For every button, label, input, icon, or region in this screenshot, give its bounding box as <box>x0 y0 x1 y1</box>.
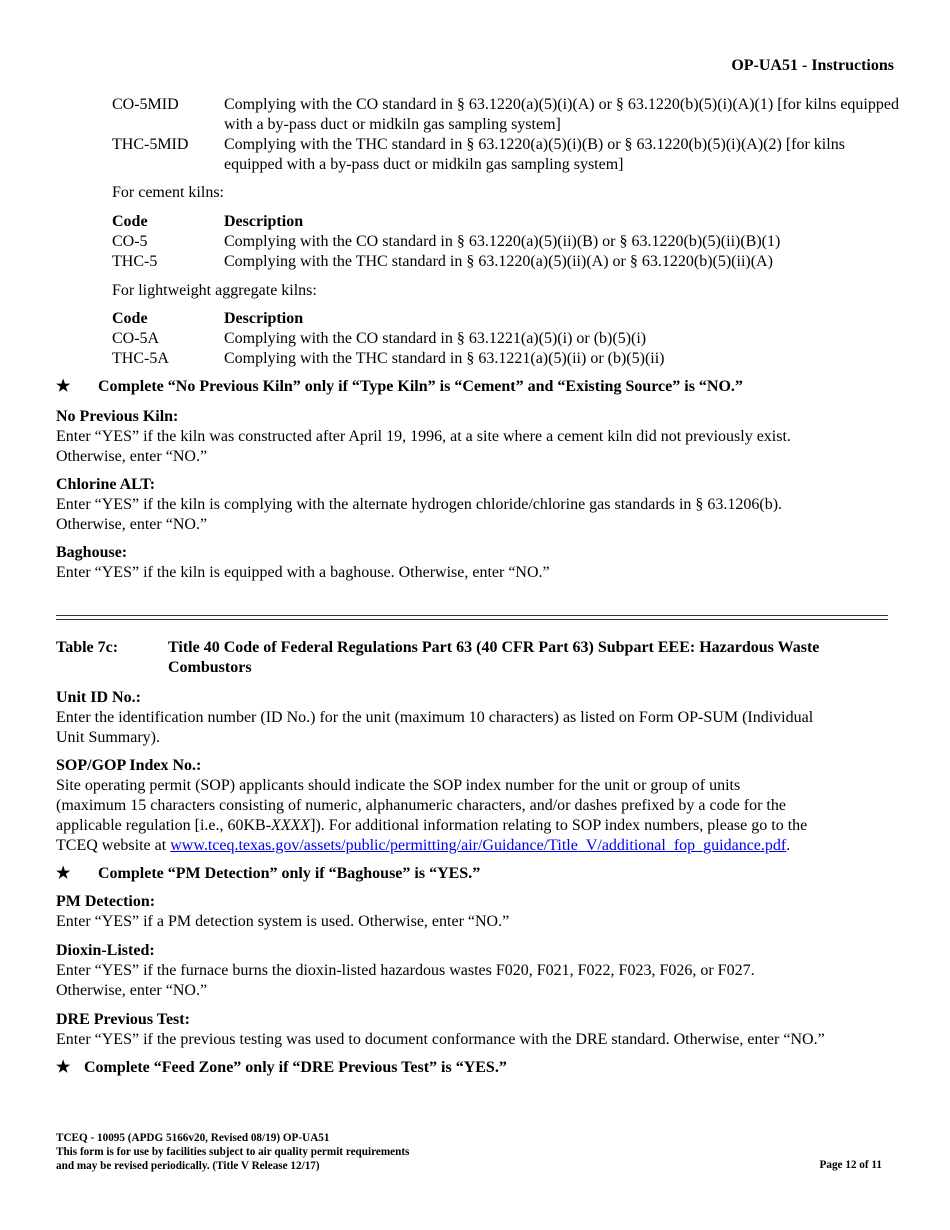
star-icon: ★ <box>56 865 71 882</box>
section-title: DRE Previous Test: <box>56 1011 190 1028</box>
section-title: SOP/GOP Index No.: <box>56 757 202 774</box>
section-body-line: Enter “YES” if the previous testing was used to document conformance with the DRE standard. Otherwise, enter “NO.” <box>56 1031 825 1048</box>
star-icon: ★ <box>56 1059 71 1076</box>
placeholder-xxxx: XXXX <box>271 817 311 834</box>
note-text: Complete “No Previous Kiln” only if “Type Kiln” is “Cement” and “Existing Source” is “NO.” <box>98 378 743 395</box>
code-column-header: Code <box>112 213 148 230</box>
star-icon: ★ <box>56 378 71 395</box>
footer-line: and may be revised periodically. (Title V Release 12/17) <box>56 1160 320 1172</box>
page-footer <box>56 1131 409 1173</box>
section-body-line: Enter “YES” if the kiln is complying with the alternate hydrogen chloride/chlorine gas standards in § 63.1206(b). <box>56 496 783 513</box>
code-description: Complying with the CO standard in § 63.1221(a)(5)(i) or (b)(5)(i) <box>224 330 647 347</box>
section-title: Unit ID No.: <box>56 689 141 706</box>
code-label: THC-5A <box>112 350 169 367</box>
code-label: CO-5A <box>112 330 160 347</box>
section-title: Chlorine ALT: <box>56 476 156 493</box>
section-body-line: Otherwise, enter “NO.” <box>56 448 208 465</box>
section-body-line: (maximum 15 characters consisting of numeric, alphanumeric characters, and/or dashes prefixed by a code for the <box>56 797 786 814</box>
note-pm-detection <box>56 864 480 884</box>
lightweight-kilns-intro: For lightweight aggregate kilns: <box>112 282 317 299</box>
description-column-header: Description <box>224 213 304 230</box>
section-baghouse <box>56 543 896 583</box>
section-body-line: Otherwise, enter “NO.” <box>56 982 208 999</box>
section-dre-previous-test <box>56 1010 896 1050</box>
text-fragment: . <box>786 837 791 854</box>
section-body-line: Enter “YES” if the furnace burns the dioxin-listed hazardous wastes F020, F021, F022, F023, F026, or F027. <box>56 962 755 979</box>
footer-line: This form is for use by facilities subject to air quality permit requirements <box>56 1146 410 1158</box>
page-header-title: OP-UA51 - Instructions <box>731 57 894 74</box>
table-label: Table 7c: <box>56 639 119 656</box>
section-body-line <box>56 836 896 856</box>
section-body-line: Enter “YES” if a PM detection system is used. Otherwise, enter “NO.” <box>56 913 510 930</box>
code-description: Complying with the CO standard in § 63.1220(a)(5)(i)(A) or § 63.1220(b)(5)(i)(A)(1) [for kilns equipped with a by-pass duct or midkiln gas sampling system] <box>224 96 899 133</box>
section-chlorine-alt <box>56 475 896 535</box>
section-sop-gop-index <box>56 756 896 856</box>
cement-kilns-intro: For cement kilns: <box>112 184 224 201</box>
section-body-line: Enter “YES” if the kiln was constructed after April 19, 1996, at a site where a cement kiln did not previously exist. <box>56 428 791 445</box>
page-number: Page 12 of 11 <box>819 1159 882 1171</box>
section-divider-top <box>56 615 888 616</box>
code-label: THC-5 <box>112 253 158 270</box>
text-fragment: TCEQ website at <box>56 837 171 854</box>
text-fragment: ]). For additional information relating to SOP index numbers, please go to the <box>310 817 808 834</box>
section-body-line: Site operating permit (SOP) applicants should indicate the SOP index number for the unit or group of units <box>56 777 741 794</box>
text-fragment: applicable regulation [i.e., 60KB- <box>56 817 272 834</box>
code-description: Complying with the THC standard in § 63.1220(a)(5)(i)(B) or § 63.1220(b)(5)(i)(A)(2) [for kilns equipped with a by-pass duct or midkiln gas sampling system] <box>224 136 845 173</box>
footer-line: TCEQ - 10095 (APDG 5166v20, Revised 08/19) OP-UA51 <box>56 1132 330 1144</box>
section-pm-detection <box>56 892 896 932</box>
note-no-previous-kiln <box>56 377 743 397</box>
section-body-line: Otherwise, enter “NO.” <box>56 516 208 533</box>
section-body-line: Enter “YES” if the kiln is equipped with a baghouse. Otherwise, enter “NO.” <box>56 564 550 581</box>
section-dioxin-listed <box>56 941 896 1001</box>
note-text: Complete “Feed Zone” only if “DRE Previous Test” is “YES.” <box>84 1059 507 1076</box>
section-body-line <box>56 816 896 836</box>
note-text: Complete “PM Detection” only if “Baghouse” is “YES.” <box>98 865 481 882</box>
section-title: No Previous Kiln: <box>56 408 179 425</box>
code-description: Complying with the CO standard in § 63.1220(a)(5)(ii)(B) or § 63.1220(b)(5)(ii)(B)(1) <box>224 233 781 250</box>
section-body-line: Enter the identification number (ID No.) for the unit (maximum 10 characters) as listed on Form OP-SUM (Individual <box>56 709 814 726</box>
section-title: Dioxin-Listed: <box>56 942 155 959</box>
code-label: CO-5 <box>112 233 148 250</box>
description-column-header: Description <box>224 310 304 327</box>
section-title: PM Detection: <box>56 893 156 910</box>
section-unit-id <box>56 688 896 748</box>
table-title: Title 40 Code of Federal Regulations Part 63 (40 CFR Part 63) Subpart EEE: Hazardous Waste Combustors <box>168 639 820 676</box>
code-label: THC-5MID <box>112 136 189 153</box>
section-divider-bottom <box>56 619 888 620</box>
code-label: CO-5MID <box>112 96 179 113</box>
code-description: Complying with the THC standard in § 63.1220(a)(5)(ii)(A) or § 63.1220(b)(5)(ii)(A) <box>224 253 773 270</box>
code-description: Complying with the THC standard in § 63.1221(a)(5)(ii) or (b)(5)(ii) <box>224 350 665 367</box>
section-no-previous-kiln <box>56 407 896 467</box>
note-feed-zone <box>56 1058 507 1078</box>
section-title: Baghouse: <box>56 544 128 561</box>
code-column-header: Code <box>112 310 148 327</box>
section-body-line: Unit Summary). <box>56 729 160 746</box>
tceq-guidance-link[interactable]: www.tceq.texas.gov/assets/public/permitting/air/Guidance/Title_V/additional_fop_guidance.pdf <box>170 837 787 854</box>
